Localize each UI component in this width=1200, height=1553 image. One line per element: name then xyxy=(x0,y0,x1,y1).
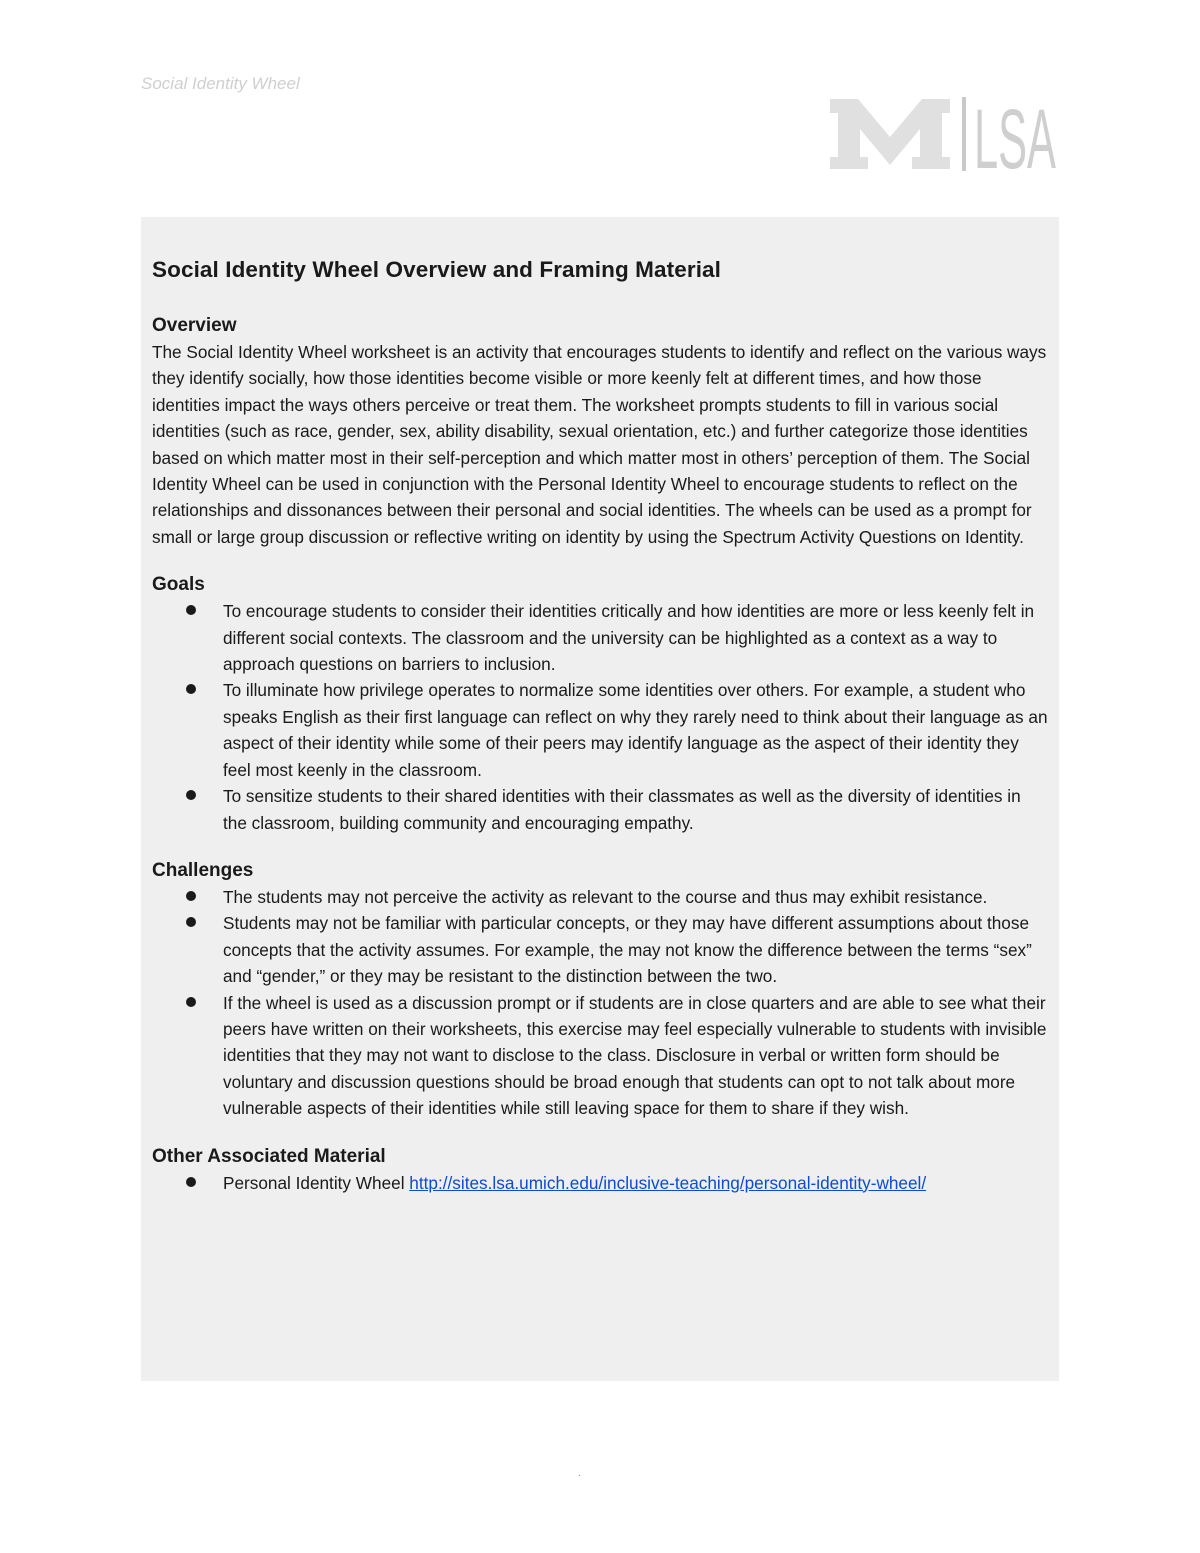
overview-heading: Overview xyxy=(152,315,237,336)
svg-text:LSA: LSA xyxy=(974,92,1056,186)
overview-section xyxy=(152,313,1049,550)
list-item xyxy=(152,990,1049,1122)
list-item xyxy=(152,910,1049,989)
goal-text: To illuminate how privilege operates to normalize some identities over others. For example, a student who speaks English as their first language can reflect on why they rarely need to think about their language as an aspect of their identity while some of their peers may identify language as the aspect of their identity they feel most keenly in the classroom. xyxy=(223,680,1048,780)
bullet-icon xyxy=(186,605,196,615)
associated-label: Personal Identity Wheel xyxy=(223,1172,410,1193)
content-panel xyxy=(141,217,1059,1381)
challenges-list xyxy=(152,884,1049,1122)
challenge-text: If the wheel is used as a discussion prompt or if students are in close quarters and are able to see what their peers have written on their worksheets, this exercise may feel especially vulnerable to students with invisible identities that they may not want to disclose to the class. Disclosure in verbal or written form should be voluntary and discussion questions should be broad enough that students can opt to not talk about more vulnerable aspects of their identities while still leaving space for them to share if they wish. xyxy=(223,992,1047,1119)
overview-text: The Social Identity Wheel worksheet is an activity that encourages students to identify and reflect on the various ways they identify socially, how those identities become visible or more keenly felt at different times, and how those identities impact the ways others perceive or treat them. The worksheet prompts students to fill in various social identities (such as race, gender, sex, ability disability, sexual orientation, etc.) and further categorize those identities based on which matter most in their self-perception and which matter most in others’ perception of them. The Social Identity Wheel can be used in conjunction with the Personal Identity Wheel to encourage students to reflect on the relationships and dissonances between their personal and social identities. The wheels can be used as a prompt for small or large group discussion or reflective writing on identity by using the Spectrum Activity Questions on Identity. xyxy=(152,342,1047,547)
challenges-heading: Challenges xyxy=(152,859,254,881)
list-item xyxy=(152,1170,1049,1196)
challenge-text: Students may not be familiar with particular concepts, or they may have different assumptions about those concepts that the activity assumes. For example, the may not know the difference between the terms “sex” and “gender,” or they may be resistant to the distinction between the two. xyxy=(223,913,1032,987)
mlsa-logo xyxy=(828,92,1058,186)
list-item xyxy=(152,783,1049,836)
document-title: Social Identity Wheel Overview and Framing Material xyxy=(152,257,722,282)
goal-text: To encourage students to consider their identities critically and how identities are more or less keenly felt in different social contexts. The classroom and the university can be highlighted as a context as a way to approach questions on barriers to inclusion. xyxy=(223,601,1035,675)
bullet-icon xyxy=(186,1177,196,1187)
bullet-icon xyxy=(186,684,196,694)
bullet-icon xyxy=(186,891,196,901)
bullet-icon xyxy=(186,790,196,800)
list-item xyxy=(152,884,1049,910)
goals-list xyxy=(152,598,1049,836)
associated-section xyxy=(152,1144,1049,1196)
goals-heading: Goals xyxy=(152,574,205,596)
challenges-section xyxy=(152,858,1049,1122)
goal-text: To sensitize students to their shared identities with their classmates as well as the diversity of identities in the classroom, building community and encouraging empathy. xyxy=(223,786,1021,833)
list-item xyxy=(152,677,1049,783)
goals-section xyxy=(152,572,1049,836)
bullet-icon xyxy=(186,917,196,927)
bullet-icon xyxy=(186,997,196,1007)
page-mark: . xyxy=(578,1468,581,1479)
running-header: Social Identity Wheel xyxy=(141,74,300,93)
list-item xyxy=(152,598,1049,677)
associated-heading: Other Associated Material xyxy=(152,1145,386,1167)
personal-identity-wheel-link[interactable]: http://sites.lsa.umich.edu/inclusive-teaching/personal-identity-wheel/ xyxy=(409,1172,927,1193)
challenge-text: The students may not perceive the activity as relevant to the course and thus may exhibit resistance. xyxy=(223,886,988,907)
associated-list xyxy=(152,1170,1049,1196)
